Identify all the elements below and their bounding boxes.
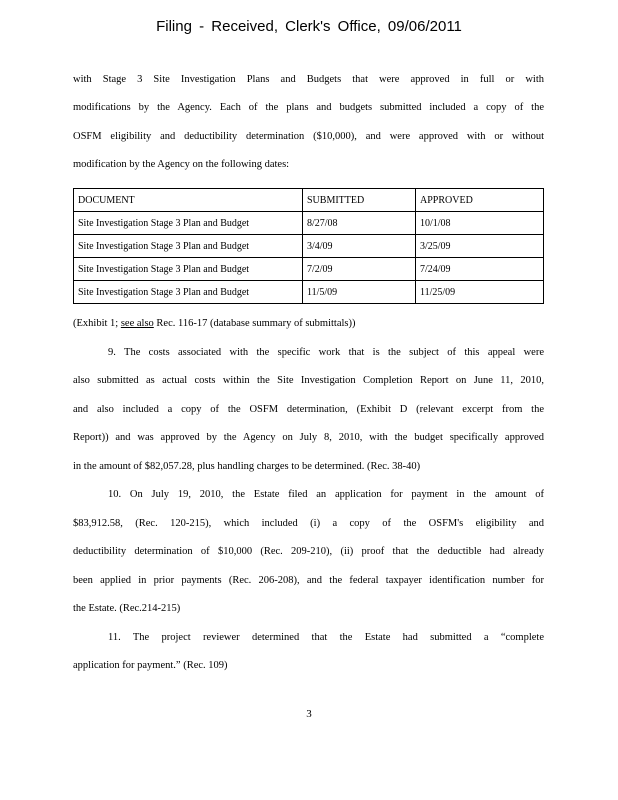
cell-document: Site Investigation Stage 3 Plan and Budget — [74, 258, 303, 281]
table-row — [74, 281, 544, 304]
cell-approved: 11/25/09 — [416, 281, 544, 304]
intro-line: modification by the Agency on the following dates: — [73, 159, 290, 170]
cell-approved: 3/25/09 — [416, 235, 544, 258]
paragraph-9-line: in the amount of $82,057.28, plus handling charges to be determined. (Rec. 38-40) — [73, 461, 421, 472]
exhibit-suffix: Rec. 116-17 (database summary of submittals)) — [153, 318, 356, 329]
cell-submitted: 8/27/08 — [303, 212, 416, 235]
intro-line: modifications by the Agency. Each of the plans and budgets submitted included a copy of the — [73, 102, 544, 113]
exhibit-prefix: (Exhibit 1; — [73, 318, 121, 329]
paragraph-10-line: deductibility determination of $10,000 (Rec. 209-210), (ii) proof that the deductible had already — [73, 546, 544, 557]
see-also: see also — [120, 318, 154, 329]
cell-submitted: 7/2/09 — [303, 258, 416, 281]
header-approved: APPROVED — [416, 189, 544, 212]
paragraph-11-line: application for payment.” (Rec. 109) — [73, 660, 228, 671]
table-row — [74, 235, 544, 258]
header-submitted: SUBMITTED — [303, 189, 416, 212]
table-header-row — [74, 189, 544, 212]
cell-document: Site Investigation Stage 3 Plan and Budget — [74, 212, 303, 235]
header-document: DOCUMENT — [74, 189, 303, 212]
intro-line: OSFM eligibility and deductibility determination ($10,000), and were approved with or without — [73, 131, 544, 142]
paragraph-9-line: 9. The costs associated with the specific work that is the subject of this appeal were — [108, 347, 544, 358]
paragraph-9-line: also submitted as actual costs within the Site Investigation Completion Report on June 11, 2010, — [73, 375, 544, 386]
paragraph-9-line: Report)) and was approved by the Agency on July 8, 2010, with the budget specifically approved — [73, 432, 544, 443]
cell-approved: 10/1/08 — [416, 212, 544, 235]
exhibit-note — [73, 317, 544, 331]
filing-header: Filing - Received, Clerk's Office, 09/06/2011 — [156, 18, 462, 35]
paragraph-10-line: the Estate. (Rec.214-215) — [73, 603, 181, 614]
paragraph-10-line: 10. On July 19, 2010, the Estate filed an application for payment in the amount of — [108, 489, 544, 500]
cell-document: Site Investigation Stage 3 Plan and Budget — [74, 235, 303, 258]
paragraph-10-line: been applied in prior payments (Rec. 206-208), and the federal taxpayer identification number for — [73, 575, 544, 586]
page-number: 3 — [306, 708, 312, 720]
cell-approved: 7/24/09 — [416, 258, 544, 281]
cell-submitted: 3/4/09 — [303, 235, 416, 258]
intro-line: with Stage 3 Site Investigation Plans and Budgets that were approved in full or with — [73, 74, 544, 85]
submissions-table — [73, 188, 544, 304]
paragraph-9-line: and also included a copy of the OSFM determination, (Exhibit D (relevant excerpt from the — [73, 404, 544, 415]
paragraph-10-line: $83,912.58, (Rec. 120-215), which included (i) a copy of the OSFM's eligibility and — [73, 518, 544, 529]
cell-submitted: 11/5/09 — [303, 281, 416, 304]
table-row — [74, 212, 544, 235]
table-row — [74, 258, 544, 281]
paragraph-11-line: 11. The project reviewer determined that the Estate had submitted a “complete — [108, 632, 544, 643]
cell-document: Site Investigation Stage 3 Plan and Budget — [74, 281, 303, 304]
